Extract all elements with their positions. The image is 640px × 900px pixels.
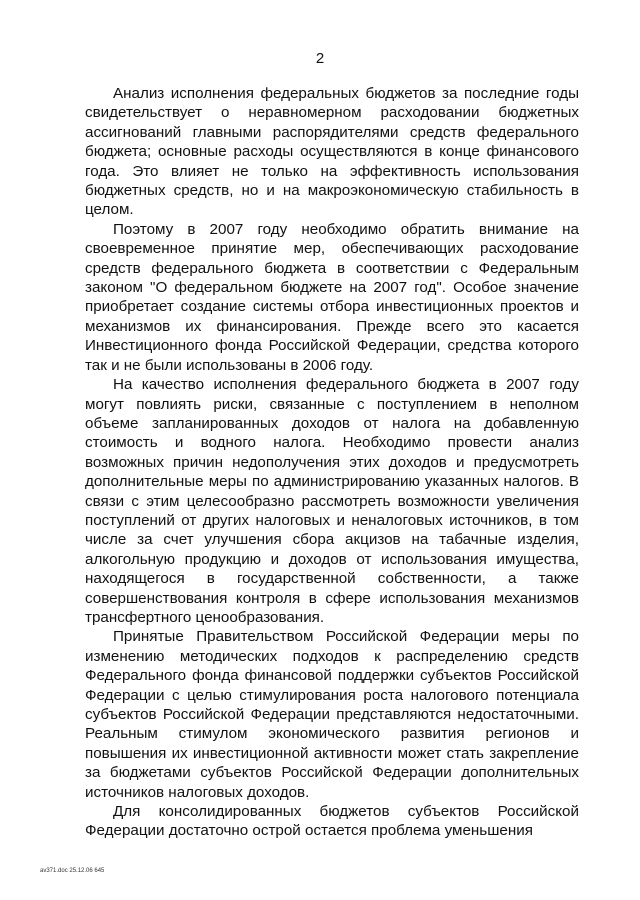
paragraph-budget-analysis: Анализ исполнения федеральных бюджетов за последние годы свидетельствует о неравномерном расходовании бюджетных ассигнований главными распорядителями средств федерального бюджета; основные расходы осуществляются в конце финансового года. Это влияет не только на эффективность использования бюджетных средств, но и на макроэкономическую стабильность в целом.	[85, 85, 579, 219]
paragraph-2007-measures: Поэтому в 2007 году необходимо обратить внимание на своевременное принятие мер, обеспечивающих расходование средств федерального бюджета в соответствии с Федеральным законом "О федеральном бюджете на 2007 год". Особое значение приобретает создание системы отбора инвестиционных проектов и механизмов их финансирования. Прежде всего это касается Инвестиционного фонда Российской Федерации, средства которого так и не были использованы в 2006 году.	[85, 220, 579, 374]
page-number: 2	[315, 50, 325, 67]
paragraph-consolidated-budgets: Для консолидированных бюджетов субъектов Российской Федерации достаточно острой остается проблема уменьшения	[85, 803, 579, 840]
paragraph-government-measures: Принятые Правительством Российской Федерации меры по изменению методических подходов к распределению средств Федерального фонда финансовой поддержки субъектов Российской Федерации с целью стимулирования роста налогового потенциала субъектов Российской Федерации представляются недостаточными. Реальным стимулом экономического развития регионов и повышения их инвестиционной активности может стать закрепление за бюджетами субъектов Российской Федерации дополнительных источников налоговых доходов.	[85, 628, 579, 801]
paragraph-revenue-risks: На качество исполнения федерального бюджета в 2007 году могут повлиять риски, связанные с поступлением в неполном объеме запланированных доходов от налога на добавленную стоимость и водного налога. Необходимо провести анализ возможных причин недополучения этих доходов и предусмотреть дополнительные меры по администрированию указанных налогов. В связи с этим целесообразно рассмотреть возможности увеличения поступлений от других налоговых и неналоговых источников, в том числе за счет улучшения сбора акцизов на табачные изделия, алкогольную продукцию и доходов от использования имущества, находящегося в государственной собственности, а также совершенствования контроля в сфере использования механизмов трансфертного ценообразования.	[85, 376, 579, 626]
document-footer: av371.doc 25.12.06 645	[40, 868, 105, 874]
document-body	[85, 84, 579, 841]
